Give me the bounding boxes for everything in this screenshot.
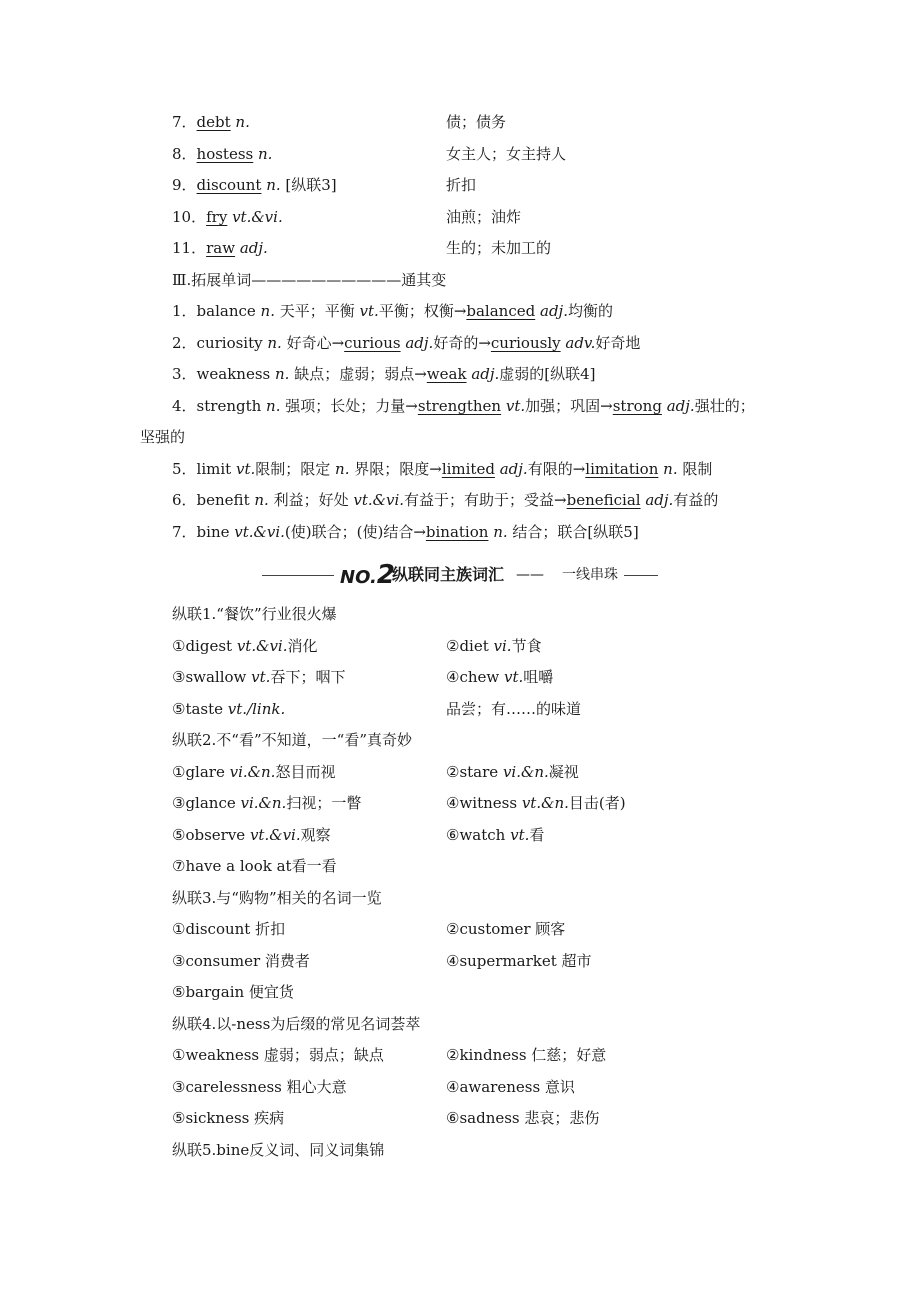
- extension-item-7: 7．bine vt.&vi.(使)联合；(使)结合→bination n. 结合；联合[纵联5]: [172, 523, 639, 541]
- extension-item-4: 4．strength n. 强项；长处；力量→strengthen vt.加强；巩固→strong adj.强壮的；: [172, 397, 755, 415]
- section-heading: Ⅲ.拓展单词——————————通其变: [172, 271, 447, 289]
- vocab-item-10: 10．fry vt.&vi. 油煎；油炸: [0, 205, 920, 229]
- banner-rule-right: [624, 575, 658, 576]
- answer-word: bination: [425, 523, 489, 541]
- banner-rule-left: [262, 575, 334, 576]
- meaning: 女主人；女主持人: [446, 145, 567, 163]
- answer-word: strong: [612, 397, 662, 415]
- extension-item-3: 3．weakness n. 缺点；虚弱；弱点→weak adj.虚弱的[纵联4]: [172, 365, 596, 383]
- meaning: 债；债务: [446, 113, 507, 131]
- group-row: ⑤bargain 便宜货: [172, 983, 294, 1001]
- banner-number: NO.2: [340, 560, 395, 590]
- group-row: ⑦have a look at看一看: [172, 857, 337, 875]
- group-row: ⑤observe vt.&vi.观察 ⑥watch vt.看: [172, 826, 545, 844]
- group-heading-5: 纵联5.bine反义词、同义词集锦: [172, 1141, 385, 1159]
- group-row: ⑤sickness 疾病 ⑥sadness 悲哀；悲伤: [172, 1109, 600, 1127]
- group-heading-4: 纵联4.以-ness为后缀的常见名词荟萃: [172, 1015, 421, 1033]
- answer-word: hostess: [196, 145, 254, 163]
- banner-subtitle: 一线串珠: [562, 567, 618, 583]
- answer-word: limited: [441, 460, 495, 478]
- answer-word: curious: [344, 334, 401, 352]
- extension-item-1: 1．balance n. 天平；平衡 vt.平衡；权衡→balanced adj.均衡的: [172, 302, 613, 320]
- group-heading-2: 纵联2.不“看”不知道，一“看”真奇妙: [172, 731, 412, 749]
- group-row: ①glare vi.&n.怒目而视 ②stare vi.&n.凝视: [172, 763, 579, 781]
- vocab-item-7: 7．debt n. 债；债务: [0, 110, 920, 134]
- meaning: 折扣: [446, 176, 477, 194]
- answer-word: debt: [196, 113, 231, 131]
- answer-word: balanced: [466, 302, 536, 320]
- group-heading-1: 纵联1.“餐饮”行业很火爆: [172, 605, 337, 623]
- group-row: ①discount 折扣 ②customer 顾客: [172, 920, 566, 938]
- group-row: ①weakness 虚弱；弱点；缺点 ②kindness 仁慈；好意: [172, 1046, 607, 1064]
- extension-item-4-wrap: 坚强的: [140, 428, 186, 446]
- banner-dash: ——: [516, 567, 544, 583]
- answer-word: strengthen: [417, 397, 502, 415]
- extension-item-6: 6．benefit n. 利益；好处 vt.&vi.有益于；有助于；受益→beneficial adj.有益的: [172, 491, 719, 509]
- group-row: ③consumer 消费者 ④supermarket 超市: [172, 952, 592, 970]
- answer-word: beneficial: [566, 491, 641, 509]
- extension-item-2: 2．curiosity n. 好奇心→curious adj.好奇的→curiously adv.好奇地: [172, 334, 641, 352]
- meaning: 油煎；油炸: [446, 208, 522, 226]
- answer-word: weak: [426, 365, 467, 383]
- section-banner: [0, 560, 920, 590]
- vocab-item-11: 11．raw adj. 生的；未加工的: [0, 236, 920, 260]
- answer-word: raw: [206, 239, 236, 257]
- vocab-item-8: 8．hostess n. 女主人；女主持人: [0, 142, 920, 166]
- answer-word: limitation: [585, 460, 659, 478]
- meaning: 生的；未加工的: [446, 239, 552, 257]
- vocab-item-9: 9．discount n. [纵联3] 折扣: [0, 173, 920, 197]
- answer-word: fry: [206, 208, 228, 226]
- answer-word: curiously: [490, 334, 561, 352]
- group-row: ③carelessness 粗心大意 ④awareness 意识: [172, 1078, 575, 1096]
- group-row: ③glance vi.&n.扫视；一瞥 ④witness vt.&n.目击(者): [172, 794, 626, 812]
- group-row: ⑤taste vt./link. 品尝；有……的味道: [172, 700, 582, 718]
- group-row: ①digest vt.&vi.消化 ②diet vi.节食: [172, 637, 542, 655]
- banner-title: 纵联同主族词汇: [392, 565, 505, 584]
- group-row: ③swallow vt.吞下；咽下 ④chew vt.咀嚼: [172, 668, 554, 686]
- answer-word: discount: [196, 176, 262, 194]
- extension-item-5: 5．limit vt.限制；限定 n. 界限；限度→limited adj.有限的→limitation n. 限制: [172, 460, 713, 478]
- group-heading-3: 纵联3.与“购物”相关的名词一览: [172, 889, 382, 907]
